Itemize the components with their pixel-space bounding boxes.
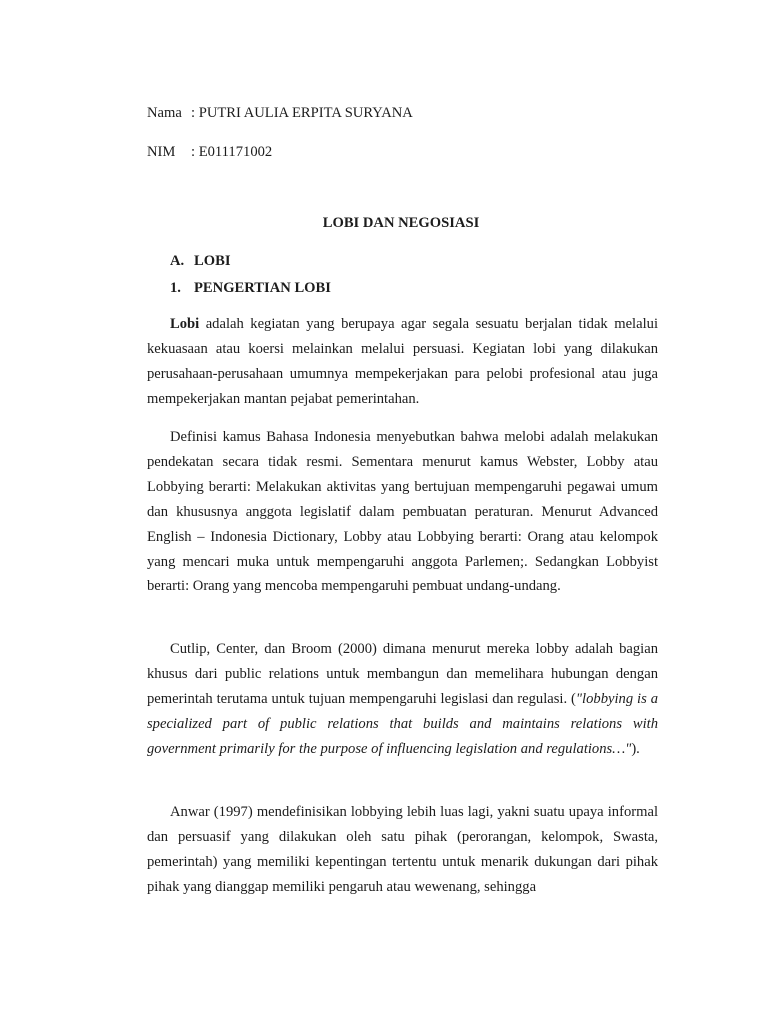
heading-text: PENGERTIAN LOBI (194, 280, 331, 296)
heading-number: 1. (170, 280, 181, 296)
paragraph-text: adalah kegiatan yang berupaya agar segala sesuatu berjalan tidak melalui kekuasaan atau koersi melainkan melalui persuasi. Kegiatan lobi yang dilakukan perusahaan-perusahaan umumnya mempekerjakan para pelobi profesional atau juga mempekerjakan mantan pejabat pemerintahan. (147, 316, 658, 407)
nim-value: : E011171002 (191, 144, 273, 160)
nama-label: Nama (147, 105, 182, 121)
document-title: LOBI DAN NEGOSIASI (322, 215, 480, 231)
section-heading-1 (170, 278, 331, 298)
nama-line (147, 103, 413, 123)
paragraph-kamus-definition: Definisi kamus Bahasa Indonesia menyebutkan bahwa melobi adalah melakukan pendekatan secara tidak resmi. Sementara menurut kamus Webster, Lobby atau Lobbying berarti: Melakukan aktivitas yang bertujuan mempengaruhi pegawai umum dan khususnya anggota legislatif dalam pembuatan peraturan. Menurut Advanced English – Indonesia Dictionary, Lobby atau Lobbying berarti: Orang atau kelompok yang mencari muka untuk mempengaruhi anggota Parlemen;. Sedangkan Lobbyist berarti: Orang yang mencoba mempengaruhi pembuat undang-undang. (147, 429, 658, 595)
paragraph-end: ). (631, 740, 640, 757)
italic-quote: "lobbying is a specialized part of public relations that builds and maintains relations with government primarily for the purpose of influencing legislation and regulations…" (147, 690, 658, 757)
nim-line (147, 142, 272, 162)
paragraph-text: Cutlip, Center, dan Broom (2000) dimana menurut mereka lobby adalah bagian khusus dari public relations untuk membangun dan memelihara hubungan dengan pemerintah terutama untuk tujuan mempengaruhi legislasi dan regulasi. ( (147, 641, 658, 707)
heading-number: A. (170, 253, 185, 269)
paragraph-lobi-definition (147, 312, 658, 412)
section-heading-a (170, 251, 231, 271)
paragraph-cutlip (147, 637, 658, 762)
bold-term: Lobi (170, 316, 200, 332)
paragraph-anwar: Anwar (1997) mendefinisikan lobbying lebih luas lagi, yakni suatu upaya informal dan persuasif yang dilakukan oleh satu pihak (perorangan, kelompok, Swasta, pemerintah) yang memiliki kepentingan tertentu untuk menarik dukungan dari pihak pihak yang dianggap memiliki pengaruh atau wewenang, sehingga (147, 804, 658, 895)
nim-label: NIM (147, 144, 176, 160)
nama-value: : PUTRI AULIA ERPITA SURYANA (191, 105, 413, 121)
heading-text: LOBI (194, 253, 231, 269)
